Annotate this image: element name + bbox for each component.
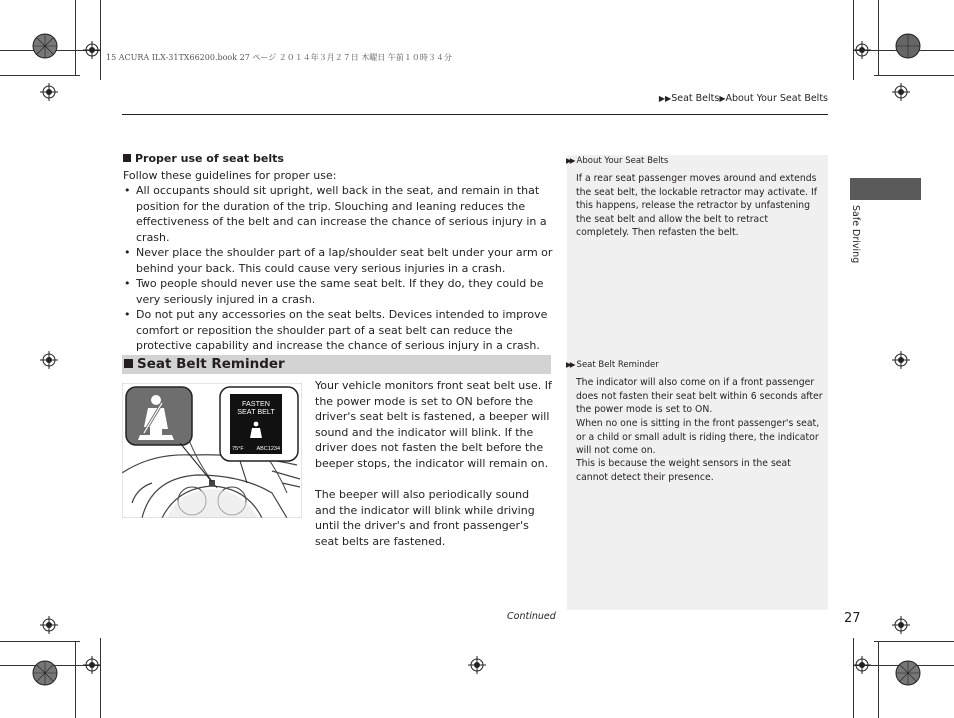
crop-mark bbox=[0, 641, 80, 642]
display-odometer: ABC1234 bbox=[256, 446, 280, 452]
crop-mark bbox=[100, 638, 101, 718]
list-item: • Two people should never use the same seat belt. If they do, they could be very seriously injured in a crash. bbox=[123, 276, 553, 307]
crop-mark bbox=[853, 638, 854, 718]
guideline-list bbox=[123, 183, 553, 354]
breadcrumb bbox=[659, 93, 828, 104]
breadcrumb-about-seat-belts[interactable]: About Your Seat Belts bbox=[725, 93, 828, 104]
square-bullet-icon bbox=[123, 154, 131, 162]
registration-mark-icon bbox=[83, 656, 101, 674]
note-text-2: When no one is sitting in the front passenger's seat, or a child or small adult is riding there, the indicator will not come on. bbox=[576, 418, 820, 457]
seat-belt-reminder-illustration bbox=[122, 383, 302, 518]
header-rule bbox=[122, 114, 828, 115]
registration-mark-icon bbox=[853, 41, 871, 59]
display-temperature: 75°F bbox=[232, 446, 244, 452]
note-marker-icon: ▶▶ bbox=[566, 360, 574, 369]
registration-mark-icon bbox=[83, 41, 101, 59]
display-line1: FASTEN bbox=[242, 399, 270, 408]
color-bar-rosette-icon bbox=[895, 660, 921, 686]
chapter-tab-label: Safe Driving bbox=[850, 205, 861, 264]
color-bar-rosette-icon bbox=[895, 33, 921, 59]
list-item: • Do not put any accessories on the seat belts. Devices intended to improve comfort or reposition the shoulder part of a seat belt can reduce the protective capability and increase the chance of serious injury in a crash. bbox=[123, 307, 553, 354]
square-bullet-icon bbox=[124, 359, 133, 368]
print-header: 15 ACURA ILX-31TX66200.book 27 ページ ２０１４年３月２７日 木曜日 午前１０時３４分 bbox=[106, 53, 452, 62]
note-marker-icon: ▶▶ bbox=[566, 156, 574, 165]
crop-mark bbox=[100, 0, 101, 80]
registration-mark-icon bbox=[892, 83, 910, 101]
continued-label: Continued bbox=[507, 611, 556, 622]
registration-mark-icon bbox=[892, 351, 910, 369]
note-title: Seat Belt Reminder bbox=[576, 360, 659, 370]
note-title: About Your Seat Belts bbox=[576, 156, 669, 166]
registration-mark-icon bbox=[40, 351, 58, 369]
arrow-icon: ▶ bbox=[719, 94, 726, 103]
intro-text: Follow these guidelines for proper use: bbox=[123, 169, 337, 182]
color-bar-rosette-icon bbox=[32, 660, 58, 686]
registration-mark-icon bbox=[892, 616, 910, 634]
crop-mark bbox=[0, 75, 80, 76]
crop-mark bbox=[874, 641, 954, 642]
crop-mark bbox=[878, 641, 879, 718]
registration-mark-icon bbox=[468, 656, 486, 674]
note-text-1: The indicator will also come on if a front passenger does not fasten their seat belt within 6 seconds after the power mode is set to ON. bbox=[576, 377, 823, 416]
list-item: • Never place the shoulder part of a lap/shoulder seat belt under your arm or behind your back. This could cause very serious injuries in a crash. bbox=[123, 245, 553, 276]
chapter-tab-marker[interactable] bbox=[850, 178, 921, 200]
registration-mark-icon bbox=[40, 83, 58, 101]
list-item: • All occupants should sit upright, well back in the seat, and remain in that position for the duration of the trip. Slouching and leaning reduces the effectiveness of the belt and can increase the chance of serious injury in a crash. bbox=[123, 183, 553, 245]
breadcrumb-seat-belts[interactable]: Seat Belts bbox=[671, 93, 720, 104]
registration-mark-icon bbox=[853, 656, 871, 674]
color-bar-rosette-icon bbox=[32, 33, 58, 59]
note-heading-seat-belt-reminder bbox=[566, 360, 659, 370]
reminder-paragraph-2: The beeper will also periodically sound and the indicator will blink while driving until the driver's and front passenger's seat belts are fastened. bbox=[315, 488, 535, 548]
note-heading-about-seat-belts bbox=[566, 156, 668, 166]
crop-mark bbox=[874, 75, 954, 76]
crop-mark bbox=[853, 0, 854, 80]
crop-mark bbox=[878, 0, 879, 76]
page-number: 27 bbox=[844, 611, 861, 626]
section-heading bbox=[122, 355, 551, 374]
reminder-paragraph-1: Your vehicle monitors front seat belt use. If the power mode is set to ON before the driver's seat belt is fastened, a beeper will sound and the indicator will blink. If the driver does not fasten the belt before the beeper stops, the indicator will remain on. bbox=[315, 379, 552, 470]
display-line2: SEAT BELT bbox=[237, 407, 275, 416]
section-title: Seat Belt Reminder bbox=[137, 356, 285, 372]
subheading-text: Proper use of seat belts bbox=[135, 152, 284, 165]
crop-mark bbox=[75, 0, 76, 76]
crop-mark bbox=[75, 641, 76, 718]
subheading bbox=[123, 152, 284, 165]
note-text-3: This is because the weight sensors in the seat cannot detect their presence. bbox=[576, 458, 791, 483]
registration-mark-icon bbox=[40, 616, 58, 634]
double-arrow-icon: ▶▶ bbox=[658, 94, 672, 103]
note-text: If a rear seat passenger moves around and extends the seat belt, the lockable retractor may activate. If this happens, release the retractor by unfastening the seat belt and allow the belt to retract completely. Then refasten the belt. bbox=[576, 173, 817, 239]
